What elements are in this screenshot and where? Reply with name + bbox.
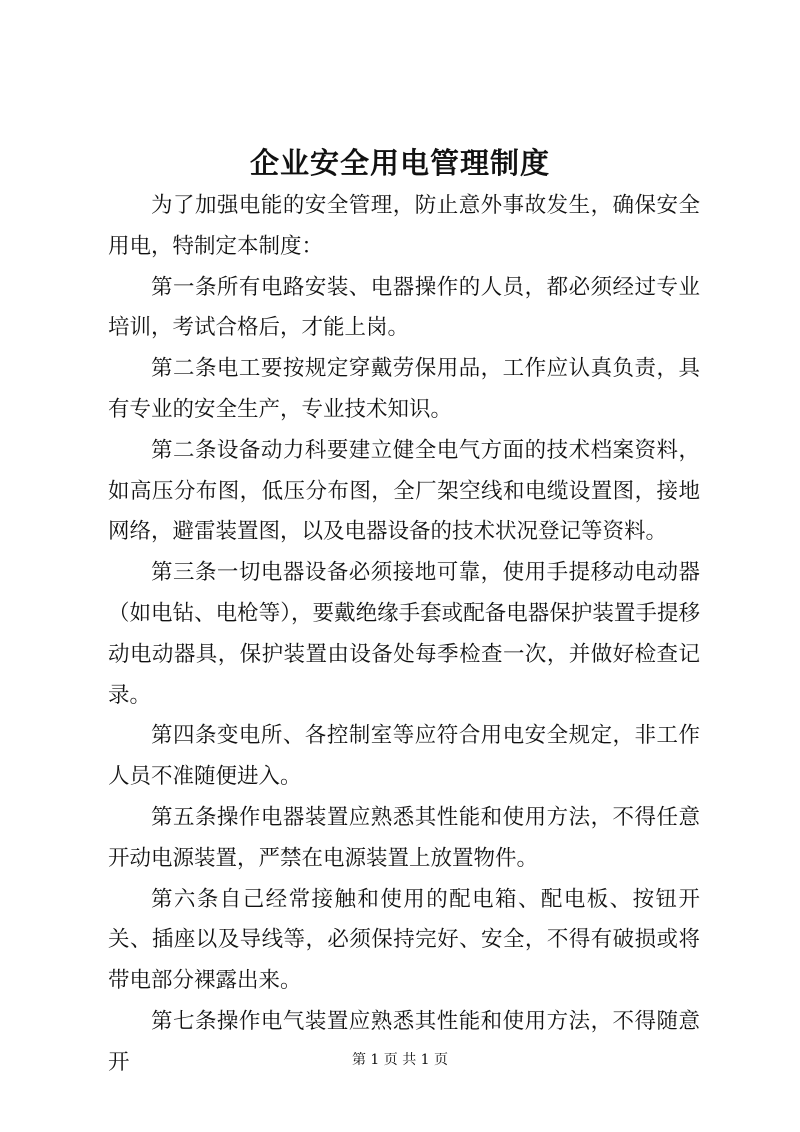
paragraph-article-1: 第一条所有电路安装、电器操作的人员，都必须经过专业培训，考试合格后，才能上岗。 [108,274,700,341]
document-title: 企业安全用电管理制度 [249,146,550,180]
page-footer: 第 1 页 共 1 页 [351,1052,449,1068]
paragraph-article-7: 第七条操作电气装置应熟悉其性能和使用方法，不得随意开 [108,1008,700,1075]
paragraph-article-2: 第二条电工要按规定穿戴劳保用品，工作应认真负责，具有专业的安全生产，专业技术知识。 [108,356,700,422]
paragraph-article-6: 第六条自己经常接触和使用的配电箱、配电板、按钮开关、插座以及导线等，必须保持完好、安全，不得有破损或将带电部分裸露出来。 [108,886,700,994]
paragraph-intro: 为了加强电能的安全管理，防止意外事故发生，确保安全用电，特制定本制度： [108,193,700,259]
paragraph-article-5: 第五条操作电器装置应熟悉其性能和使用方法，不得任意开动电源装置，严禁在电源装置上放置物件。 [108,804,700,871]
paragraph-article-4: 第四条变电所、各控制室等应符合用电安全规定，非工作人员不准随便进入。 [108,723,700,790]
paragraph-article-2b: 第二条设备动力科要建立健全电气方面的技术档案资料，如高压分布图，低压分布图，全厂架空线和电缆设置图，接地网络，避雷装置图，以及电器设备的技术状况登记等资料。 [108,437,700,545]
document-body [108,186,700,1084]
paragraph-article-3: 第三条一切电器设备必须接地可靠，使用手提移动电动器（如电钻、电枪等），要戴绝缘手套或配备电器保护装置手提移动电动器具，保护装置由设备处每季检查一次，并做好检查记录。 [108,560,700,708]
